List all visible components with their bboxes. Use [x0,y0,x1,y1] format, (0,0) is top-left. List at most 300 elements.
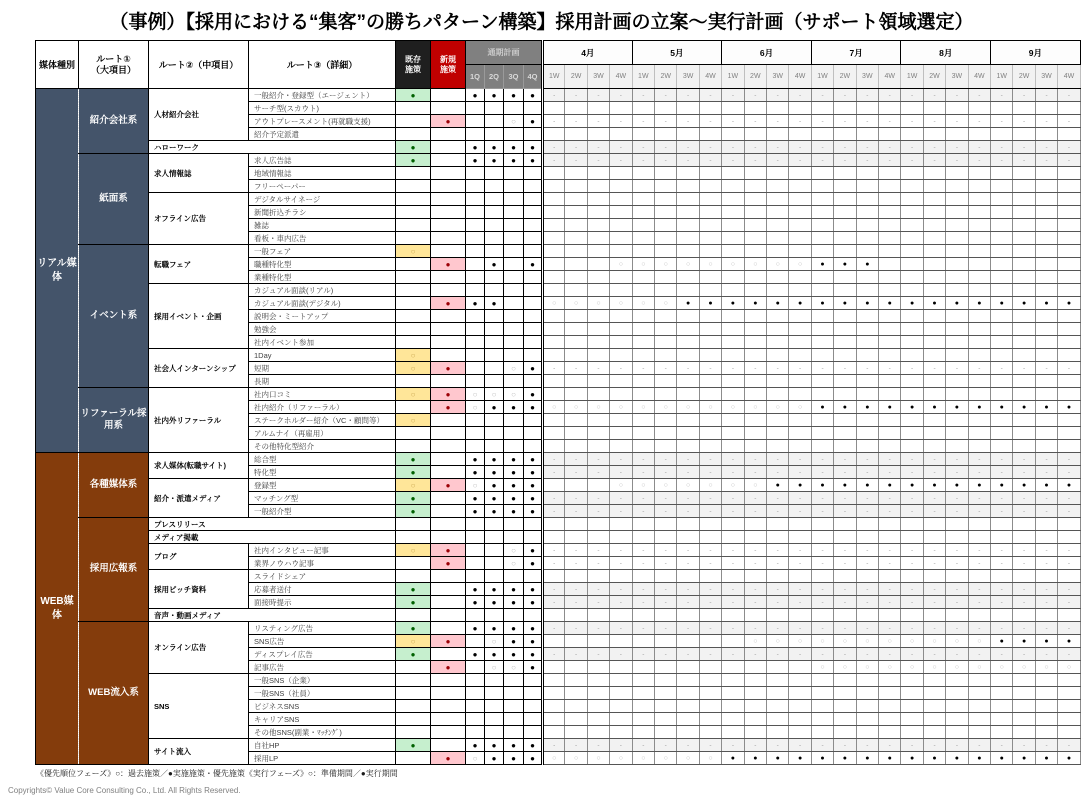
route2-cell: ハローワーク [149,141,396,154]
week-mark-cell: - [834,505,856,518]
week-mark-cell: - [677,362,699,375]
week-mark-cell: ● [946,479,968,492]
week-mark-cell [587,635,609,648]
new-mark-cell [431,375,466,388]
quarter-mark-cell [466,362,485,375]
quarter-mark-cell [466,258,485,271]
week-mark-cell [901,310,923,323]
week-mark-cell: - [543,583,565,596]
week-mark-cell [991,128,1013,141]
week-mark-cell [543,440,565,453]
week-mark-cell [767,700,789,713]
quarter-mark-cell [485,102,504,115]
route3-cell: カジュアル面談(リアル) [249,284,396,297]
week-mark-cell [610,713,632,726]
week-mark-cell: - [946,648,968,661]
week-mark-cell [879,245,901,258]
week-mark-cell: - [991,622,1013,635]
route3-cell: 一般フェア [249,245,396,258]
week-mark-cell: - [856,362,878,375]
week-mark-cell: - [811,557,833,570]
quarter-mark-cell [504,414,524,427]
week-mark-cell: ○ [722,401,744,414]
week-mark-cell: - [1035,596,1057,609]
week-mark-cell [968,167,990,180]
quarter-mark-cell [504,375,524,388]
new-mark-cell [431,180,466,193]
week-mark-cell [811,336,833,349]
route3-cell: 地域情報誌 [249,167,396,180]
quarter-mark-cell [524,128,543,141]
week-mark-cell: - [655,596,677,609]
week-mark-cell [744,180,766,193]
quarter-mark-cell [524,167,543,180]
week-mark-cell [699,570,721,583]
week-mark-cell [587,310,609,323]
week-mark-cell: - [856,466,878,479]
week-mark-cell [543,219,565,232]
week-mark-cell: - [834,492,856,505]
quarter-mark-cell: ● [485,596,504,609]
quarter-mark-cell: ● [504,505,524,518]
week-mark-cell [587,219,609,232]
existing-mark-cell [396,258,431,271]
week-mark-cell: - [543,362,565,375]
route1-cell: 各種媒体系 [79,453,149,518]
week-mark-cell [1013,271,1035,284]
week-mark-cell: - [744,154,766,167]
week-mark-cell [901,609,923,622]
week-mark-cell [565,440,587,453]
week-mark-cell [744,713,766,726]
week-mark-cell [543,570,565,583]
route3-cell: その他SNS(副業・ﾏｯﾁﾝｸﾞ) [249,726,396,739]
week-mark-cell [677,674,699,687]
quarter-mark-cell: ● [504,739,524,752]
week-mark-cell: - [699,648,721,661]
week-mark-cell [1035,570,1057,583]
quarter-mark-cell: ● [524,115,543,128]
week-mark-cell [811,375,833,388]
quarter-mark-cell [524,713,543,726]
week-mark-cell: - [565,505,587,518]
existing-mark-cell [396,271,431,284]
week-mark-cell [1013,206,1035,219]
week-mark-cell: ○ [677,401,699,414]
week-mark-cell: - [879,557,901,570]
week-mark-cell [655,232,677,245]
week-mark-cell [610,700,632,713]
week-mark-cell: - [811,622,833,635]
week-mark-cell: ● [991,401,1013,414]
week-mark-cell [699,687,721,700]
week-mark-cell [1035,336,1057,349]
week-mark-cell [991,232,1013,245]
week-mark-cell [565,518,587,531]
week-mark-cell [699,232,721,245]
week-mark-cell [856,518,878,531]
week-mark-cell: ○ [744,258,766,271]
week-mark-cell [789,609,811,622]
week-mark-cell [946,193,968,206]
week-mark-cell: - [834,557,856,570]
week-mark-cell [587,232,609,245]
week-mark-cell: - [811,505,833,518]
week-mark-cell: - [1058,492,1080,505]
week-mark-cell [1035,414,1057,427]
week-mark-cell [1035,427,1057,440]
week-mark-cell [856,232,878,245]
week-mark-cell [744,128,766,141]
route2-cell: 社内外リファーラル [149,388,249,453]
week-mark-cell: - [587,453,609,466]
week-mark-cell [655,687,677,700]
week-mark-cell [744,687,766,700]
week-header: 4W [879,65,901,89]
week-mark-cell: - [677,154,699,167]
week-mark-cell: - [565,466,587,479]
week-mark-cell: ● [767,297,789,310]
week-mark-cell: - [655,557,677,570]
week-mark-cell: - [856,622,878,635]
existing-mark-cell: ● [396,648,431,661]
week-mark-cell [901,674,923,687]
week-mark-cell: - [543,596,565,609]
week-mark-cell: - [587,115,609,128]
week-mark-cell: - [811,154,833,167]
week-mark-cell [655,336,677,349]
month-header: 8月 [901,41,991,65]
week-mark-cell: - [923,648,945,661]
week-mark-cell [834,193,856,206]
week-mark-cell: - [655,453,677,466]
week-mark-cell: - [655,141,677,154]
existing-mark-cell: ● [396,89,431,102]
week-mark-cell: ● [856,752,878,765]
quarter-mark-cell [485,414,504,427]
week-mark-cell [901,271,923,284]
week-mark-cell [1058,518,1080,531]
week-mark-cell: - [923,557,945,570]
quarter-mark-cell [466,193,485,206]
week-mark-cell [632,518,654,531]
existing-mark-cell [396,401,431,414]
quarter-mark-cell: ● [466,739,485,752]
week-mark-cell [789,427,811,440]
week-mark-cell [587,609,609,622]
new-mark-cell [431,531,466,544]
week-mark-cell [610,687,632,700]
week-mark-cell: ● [722,297,744,310]
new-mark-cell [431,492,466,505]
week-mark-cell [722,531,744,544]
week-header: 3W [677,65,699,89]
week-mark-cell [767,440,789,453]
week-mark-cell [699,609,721,622]
route3-cell: リスティング広告 [249,622,396,635]
existing-mark-cell [396,531,431,544]
week-mark-cell: ○ [946,635,968,648]
quarter-mark-cell [504,245,524,258]
week-mark-cell: - [744,648,766,661]
week-mark-cell: - [744,544,766,557]
quarter-mark-cell: ○ [485,388,504,401]
week-mark-cell: - [677,583,699,596]
week-mark-cell [901,193,923,206]
quarter-mark-cell [504,167,524,180]
quarter-mark-cell [466,271,485,284]
week-mark-cell [879,388,901,401]
week-mark-cell [744,531,766,544]
week-mark-cell: - [1013,544,1035,557]
week-mark-cell [587,414,609,427]
week-mark-cell: - [1035,115,1057,128]
week-mark-cell [722,726,744,739]
week-mark-cell [722,193,744,206]
week-mark-cell: - [722,739,744,752]
week-mark-cell: ● [811,258,833,271]
week-mark-cell [632,635,654,648]
week-mark-cell: ○ [834,635,856,648]
route2-cell: オフライン広告 [149,193,249,245]
week-mark-cell [789,336,811,349]
week-mark-cell: - [901,89,923,102]
existing-mark-cell: ○ [396,245,431,258]
week-mark-cell [1013,427,1035,440]
week-mark-cell [968,310,990,323]
week-mark-cell [722,102,744,115]
week-mark-cell: - [632,154,654,167]
week-mark-cell: - [565,739,587,752]
quarter-mark-cell: ● [524,453,543,466]
week-mark-cell [1035,531,1057,544]
week-mark-cell [968,232,990,245]
week-mark-cell: - [655,466,677,479]
week-mark-cell [565,128,587,141]
quarter-mark-cell [524,310,543,323]
route3-cell: 採用LP [249,752,396,765]
quarter-mark-cell [524,219,543,232]
quarter-mark-cell: ● [485,479,504,492]
week-mark-cell [789,440,811,453]
week-mark-cell: - [722,622,744,635]
week-mark-cell [655,713,677,726]
week-mark-cell [856,219,878,232]
week-mark-cell [968,323,990,336]
week-mark-cell: - [834,89,856,102]
week-mark-cell [587,388,609,401]
week-mark-cell [587,570,609,583]
week-mark-cell [789,323,811,336]
week-mark-cell: ● [789,297,811,310]
week-mark-cell: - [811,141,833,154]
quarter-mark-cell [504,297,524,310]
week-mark-cell [722,414,744,427]
week-mark-cell [901,440,923,453]
week-mark-cell: ○ [767,635,789,648]
existing-mark-cell: ○ [396,349,431,362]
week-mark-cell: ○ [632,479,654,492]
week-mark-cell [811,167,833,180]
week-mark-cell: - [789,362,811,375]
week-mark-cell [968,609,990,622]
route1-cell: イベント系 [79,245,149,388]
week-mark-cell [565,635,587,648]
week-mark-cell [655,193,677,206]
week-header: 1W [632,65,654,89]
week-mark-cell [744,440,766,453]
week-mark-cell: ○ [699,258,721,271]
week-mark-cell [1035,518,1057,531]
week-mark-cell: ○ [968,661,990,674]
week-mark-cell: - [722,544,744,557]
week-mark-cell [677,219,699,232]
week-mark-cell: ● [1013,635,1035,648]
week-mark-cell: - [991,505,1013,518]
week-mark-cell: ● [856,297,878,310]
week-mark-cell: ● [879,752,901,765]
week-mark-cell [856,310,878,323]
week-mark-cell: - [901,583,923,596]
week-mark-cell: - [901,466,923,479]
quarter-mark-cell: ● [466,596,485,609]
week-mark-cell: - [587,89,609,102]
week-mark-cell [610,349,632,362]
week-mark-cell [655,219,677,232]
quarter-mark-cell [485,323,504,336]
new-mark-cell [431,609,466,622]
quarter-mark-cell: ● [485,401,504,414]
week-mark-cell: - [789,622,811,635]
week-mark-cell: - [543,453,565,466]
week-mark-cell [543,388,565,401]
route1-cell: 紙面系 [79,154,149,245]
week-mark-cell [1013,323,1035,336]
week-mark-cell [632,245,654,258]
week-mark-cell: - [789,648,811,661]
week-mark-cell: - [767,505,789,518]
week-mark-cell [632,609,654,622]
week-mark-cell [991,310,1013,323]
week-mark-cell: - [543,154,565,167]
week-mark-cell [1013,258,1035,271]
week-mark-cell [722,206,744,219]
existing-mark-cell [396,518,431,531]
quarter-mark-cell [504,687,524,700]
quarter-mark-cell: ● [524,388,543,401]
week-mark-cell [789,167,811,180]
week-mark-cell [677,713,699,726]
week-mark-cell: - [722,141,744,154]
week-mark-cell: - [789,141,811,154]
week-mark-cell [1058,284,1080,297]
week-mark-cell [856,349,878,362]
week-mark-cell [1035,284,1057,297]
week-mark-cell [1058,570,1080,583]
new-mark-cell [431,128,466,141]
week-mark-cell: - [923,89,945,102]
week-mark-cell: ○ [699,401,721,414]
week-mark-cell: ○ [655,258,677,271]
week-header: 4W [699,65,721,89]
existing-mark-cell: ○ [396,414,431,427]
week-mark-cell [901,518,923,531]
new-mark-cell [431,427,466,440]
week-mark-cell: - [632,505,654,518]
week-mark-cell [744,700,766,713]
quarter-mark-cell [524,271,543,284]
quarter-mark-cell [485,687,504,700]
week-mark-cell: ● [968,479,990,492]
week-mark-cell [610,245,632,258]
quarter-mark-cell [485,570,504,583]
week-mark-cell [587,258,609,271]
week-mark-cell [722,518,744,531]
week-mark-cell [879,232,901,245]
week-mark-cell [1058,427,1080,440]
quarter-mark-cell: ○ [466,401,485,414]
week-mark-cell [767,518,789,531]
week-mark-cell [968,245,990,258]
week-mark-cell [632,388,654,401]
week-mark-cell [677,531,699,544]
week-mark-cell: ● [856,258,878,271]
quarter-mark-cell [504,531,524,544]
route3-cell: 勉強会 [249,323,396,336]
week-mark-cell: - [879,583,901,596]
week-mark-cell [879,674,901,687]
route3-cell: 雑誌 [249,219,396,232]
week-mark-cell: - [946,622,968,635]
week-mark-cell [1058,700,1080,713]
week-mark-cell [923,193,945,206]
week-mark-cell [811,414,833,427]
week-mark-cell: - [923,505,945,518]
quarter-mark-cell [504,349,524,362]
week-mark-cell [968,713,990,726]
route3-cell: ステークホルダー紹介（VC・顧問等） [249,414,396,427]
quarter-mark-cell [504,271,524,284]
week-mark-cell [1058,609,1080,622]
new-mark-cell [431,284,466,297]
quarter-mark-cell [466,167,485,180]
week-mark-cell [968,271,990,284]
quarter-mark-cell [466,544,485,557]
route3-cell: サーチ型(スカウト) [249,102,396,115]
week-mark-cell [655,310,677,323]
week-mark-cell [722,713,744,726]
week-mark-cell [811,180,833,193]
existing-mark-cell [396,284,431,297]
week-mark-cell [610,414,632,427]
week-mark-cell [610,518,632,531]
quarter-mark-cell: ○ [504,544,524,557]
week-mark-cell [1013,674,1035,687]
week-mark-cell [632,206,654,219]
week-mark-cell: ● [1013,401,1035,414]
existing-mark-cell [396,310,431,323]
route3-cell: フリーペーパー [249,180,396,193]
week-mark-cell [767,167,789,180]
week-mark-cell [677,206,699,219]
week-mark-cell: ● [968,297,990,310]
week-mark-cell [767,414,789,427]
week-mark-cell: ○ [610,479,632,492]
week-mark-cell [811,245,833,258]
route1-cell: 紹介会社系 [79,89,149,154]
week-mark-cell: ● [968,401,990,414]
week-mark-cell [610,284,632,297]
